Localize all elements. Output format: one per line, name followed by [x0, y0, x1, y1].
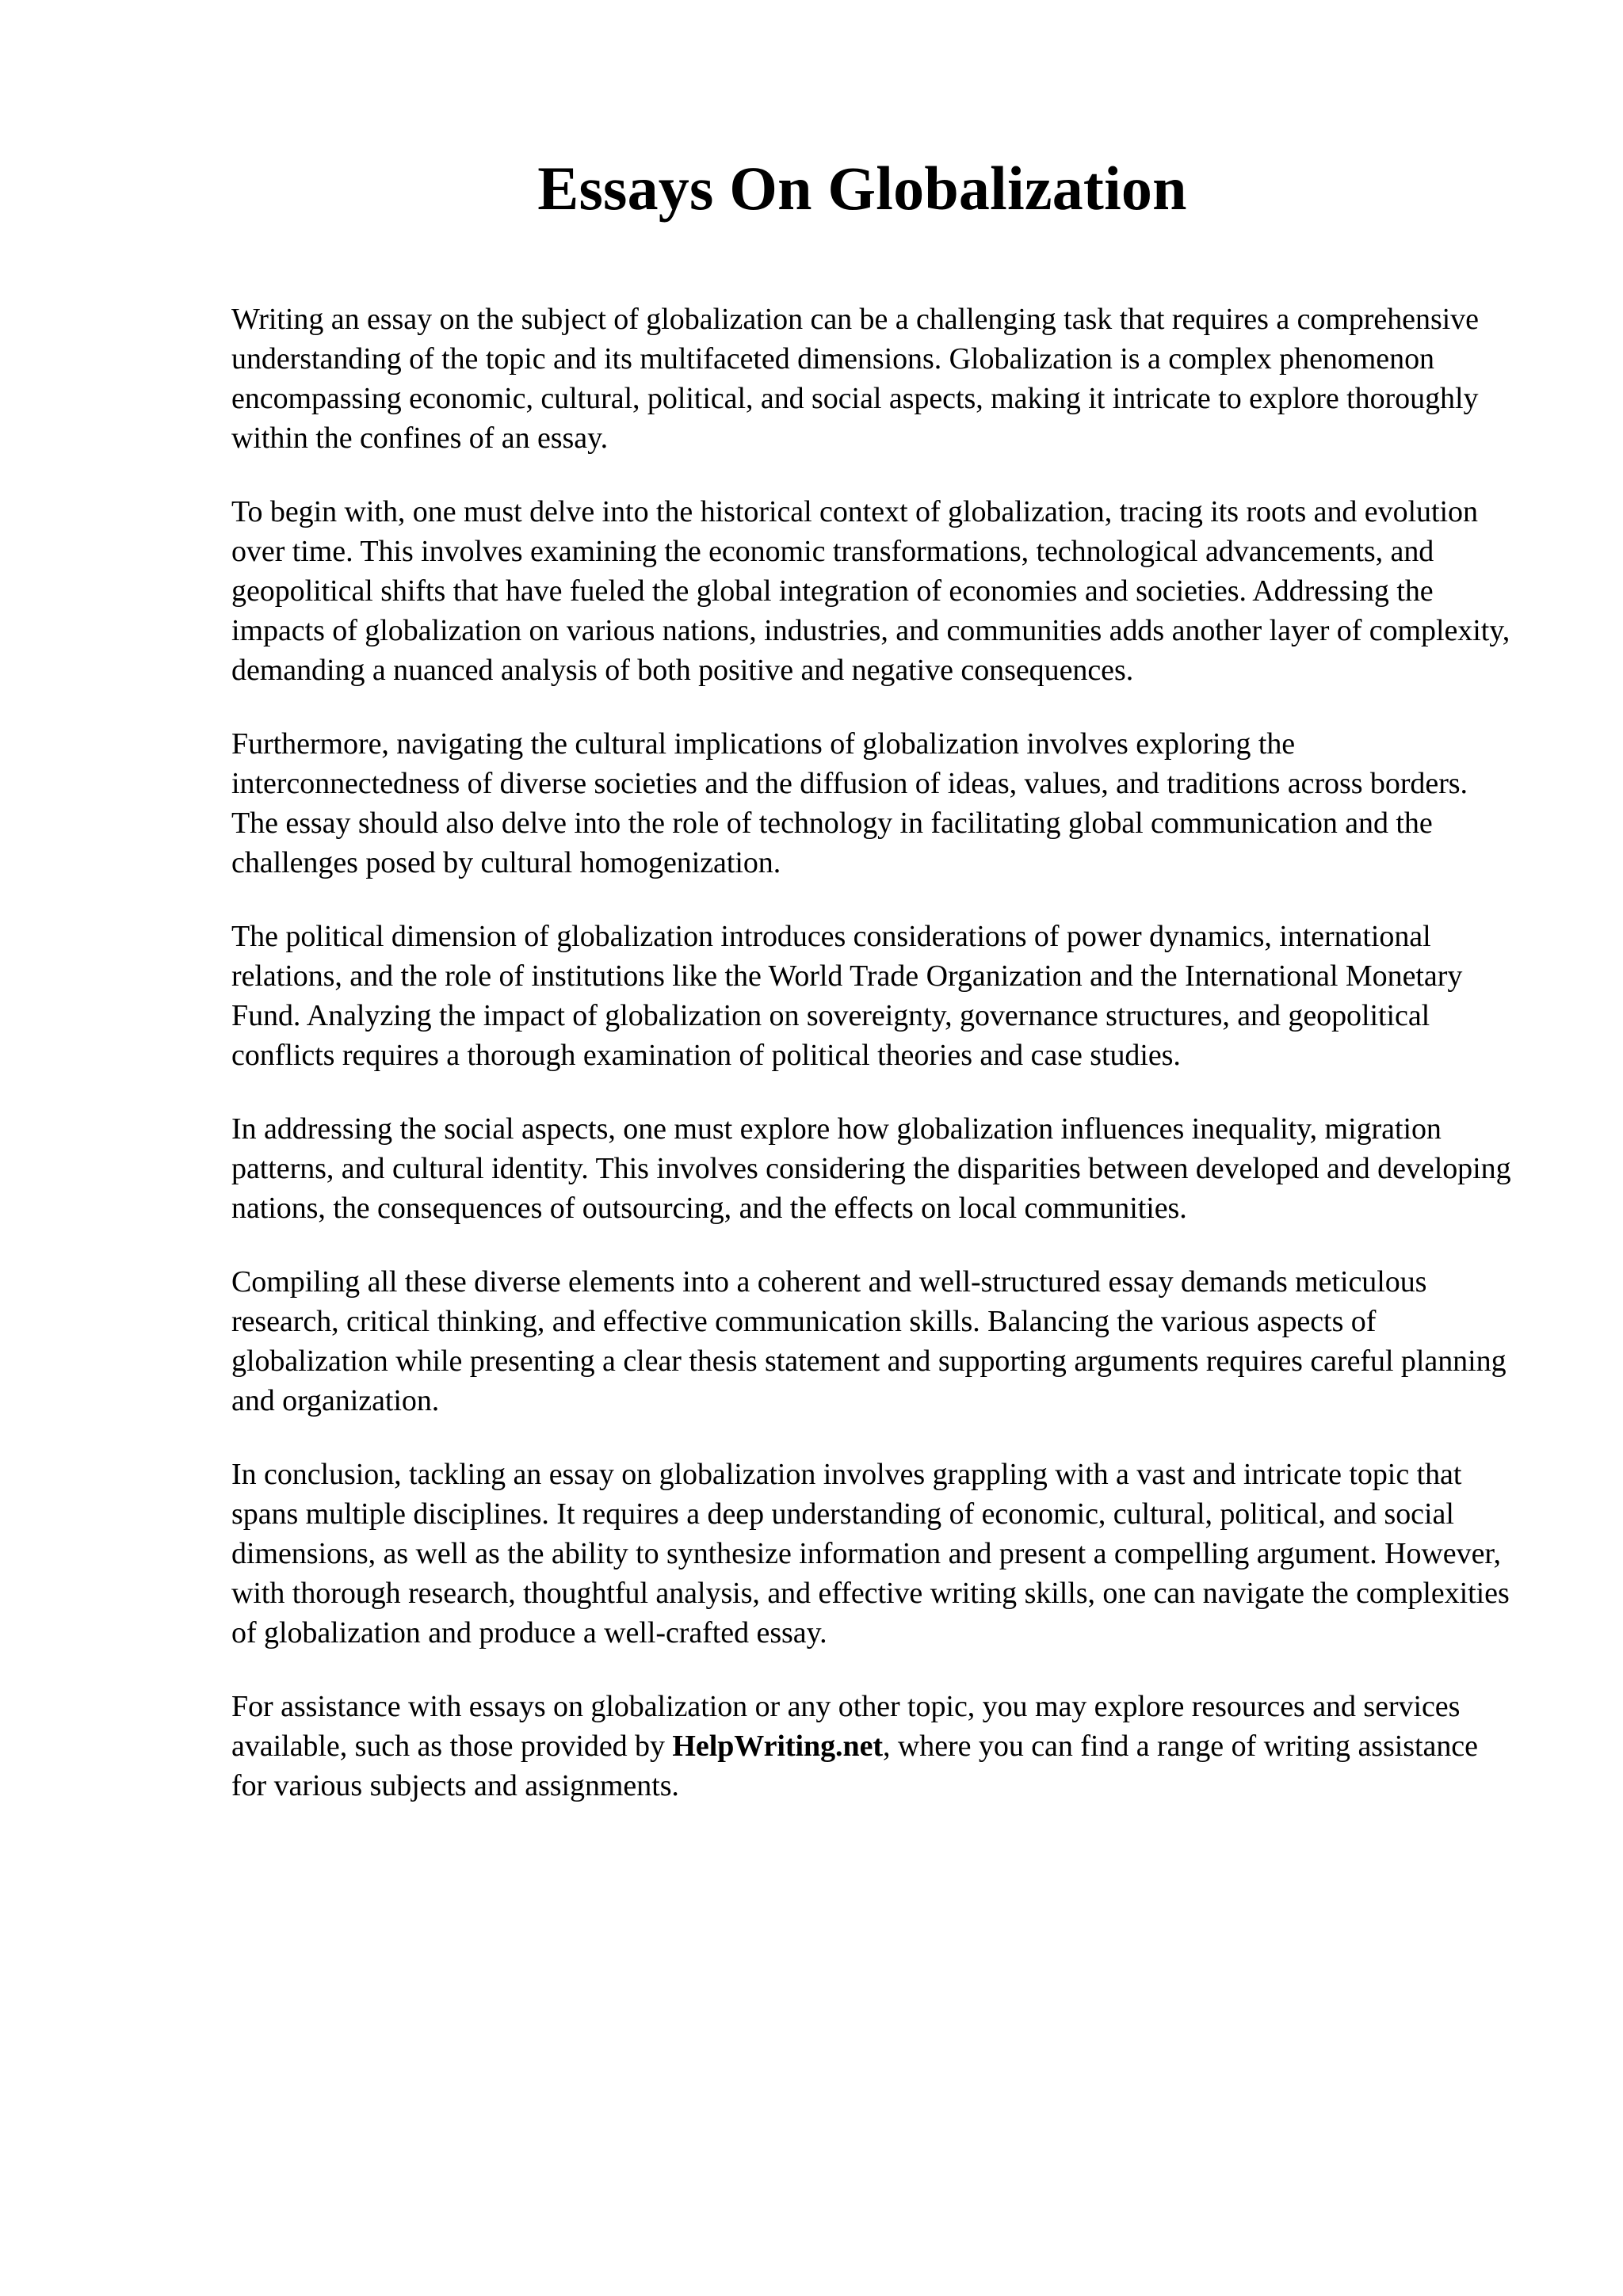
paragraph-conclusion: In conclusion, tackling an essay on globalization involves grappling with a vast and intricate topic that spans multiple disciplines. It requires a deep understanding of economic, cultural, political, and social dimensions, as well as the ability to synthesize information and present a compelling argument. However, with thorough research, thoughtful analysis, and effective writing skills, one can navigate the complexities of globalization and produce a well-crafted essay. — [231, 1458, 1510, 1650]
page-title: Essays On Globalization — [537, 154, 1187, 223]
paragraph-intro: Writing an essay on the subject of globalization can be a challenging task that requires a comprehensive understanding of the topic and its multifaceted dimensions. Globalization is a complex phenomenon encompassing economic, cultural, political, and social aspects, making it intricate to explore thoroughly within the confines of an essay. — [231, 303, 1479, 455]
paragraph-assistance — [231, 1687, 1515, 1806]
paragraph-historical-context: To begin with, one must delve into the historical context of globalization, tracing its roots and evolution over time. This involves examining the economic transformations, technological advancements, and geopolitical shifts that have fueled the global integration of economies and societies. Addressing the impacts of globalization on various nations, industries, and communities adds another layer of complexity, demanding a nuanced analysis of both positive and negative consequences. — [231, 495, 1510, 687]
essay-body — [231, 299, 1515, 1840]
assistance-text-before: For assistance with essays on globalization or any other topic, you may explore resources and services available, such as those provided by — [231, 1690, 1461, 1763]
brand-name: HelpWriting.net — [672, 1730, 883, 1763]
paragraph-compiling: Compiling all these diverse elements into a coherent and well-structured essay demands meticulous research, critical thinking, and effective communication skills. Balancing the various aspects of globalization while presenting a clear thesis statement and supporting arguments requires careful planning and organization. — [231, 1265, 1507, 1417]
assistance-text-after: , where you can find a range of writing assistance for various subjects and assignments. — [231, 1730, 1478, 1802]
paragraph-political-dimension: The political dimension of globalization introduces considerations of power dynamics, international relations, and the role of institutions like the World Trade Organization and the International Monetary Fund. Analyzing the impact of globalization on sovereignty, governance structures, and geopolitical conflicts requires a thorough examination of political theories and case studies. — [231, 920, 1463, 1072]
paragraph-social-aspects: In addressing the social aspects, one must explore how globalization influences inequality, migration patterns, and cultural identity. This involves considering the disparities between developed and developing nations, the consequences of outsourcing, and the effects on local communities. — [231, 1112, 1511, 1225]
paragraph-cultural-implications: Furthermore, navigating the cultural implications of globalization involves exploring the interconnectedness of diverse societies and the diffusion of ideas, values, and traditions across borders. The essay should also delve into the role of technology in facilitating global communication and the challenges posed by cultural homogenization. — [231, 727, 1468, 879]
